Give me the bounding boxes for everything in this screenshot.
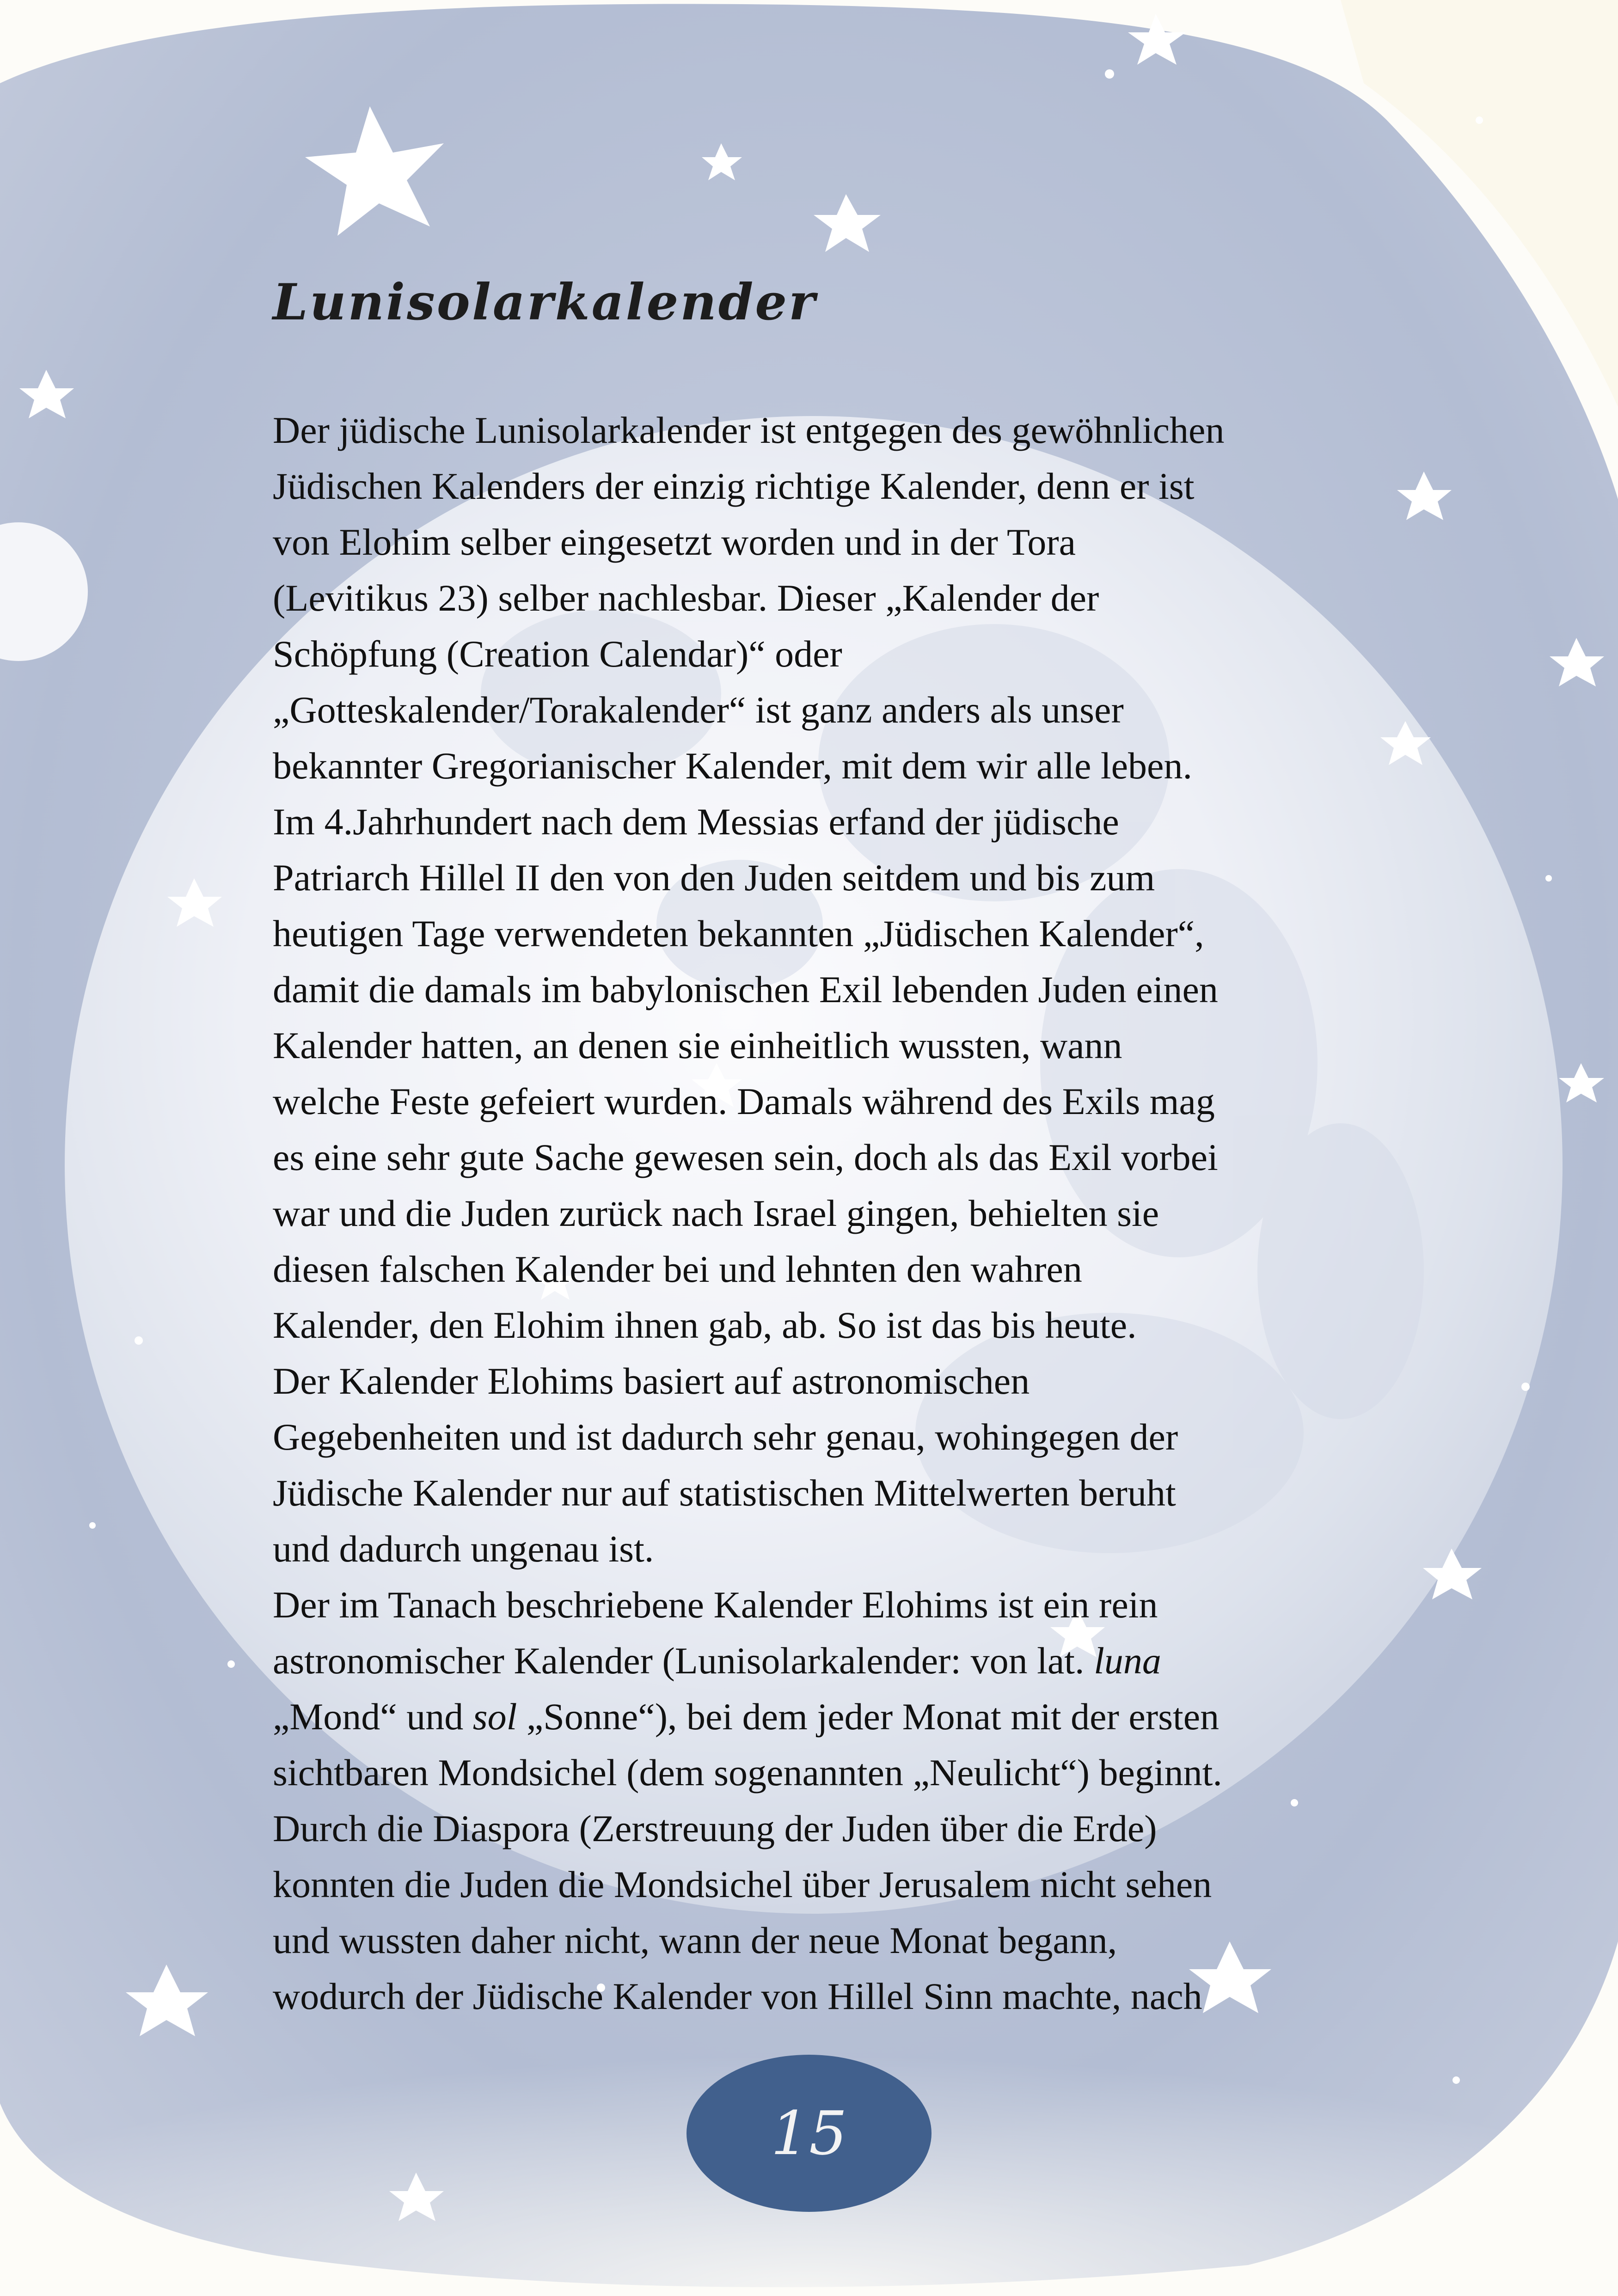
- text-line: [273, 1689, 1373, 1745]
- text-line: Im 4.Jahrhundert nach dem Messias erfand der jüdische: [273, 800, 1119, 843]
- text-line: Kalender hatten, an denen sie einheitlich wussten, wann: [273, 1024, 1122, 1066]
- text-line: damit die damals im babylonischen Exil lebenden Juden einen: [273, 968, 1218, 1010]
- text-segment: astronomischer Kalender (Lunisolarkalender: von lat.: [273, 1639, 1094, 1682]
- text-line: heutigen Tage verwendeten bekannten „Jüdischen Kalender“,: [273, 912, 1204, 955]
- text-line: Schöpfung (Creation Calendar)“ oder: [273, 632, 842, 675]
- page-heading: Lunisolarkalender: [273, 273, 817, 331]
- text-line: Kalender, den Elohim ihnen gab, ab. So ist das bis heute.: [273, 1304, 1137, 1346]
- text-line: [273, 1633, 1373, 1689]
- text-line: Jüdischen Kalenders der einzig richtige Kalender, denn er ist: [273, 465, 1195, 507]
- text-line: Der jüdische Lunisolarkalender ist entgegen des gewöhnlichen: [273, 409, 1225, 451]
- text-line: „Gotteskalender/Torakalender“ ist ganz anders als unser: [273, 688, 1124, 731]
- text-line: war und die Juden zurück nach Israel gingen, behielten sie: [273, 1192, 1159, 1234]
- text-line: welche Feste gefeiert wurden. Damals während des Exils mag: [273, 1080, 1215, 1122]
- text-segment: „Sonne“), bei dem jeder Monat mit der ersten: [517, 1695, 1220, 1738]
- text-line: und wussten daher nicht, wann der neue Monat begann,: [273, 1919, 1117, 1961]
- text-line: von Elohim selber eingesetzt worden und in der Tora: [273, 520, 1076, 563]
- text-line: sichtbaren Mondsichel (dem sogenannten „Neulicht“) beginnt.: [273, 1751, 1222, 1794]
- text-line: diesen falschen Kalender bei und lehnten den wahren: [273, 1248, 1082, 1290]
- italic-term-sol: sol: [472, 1695, 517, 1738]
- body-paragraph: [273, 402, 1373, 2024]
- text-line: (Levitikus 23) selber nachlesbar. Dieser „Kalender der: [273, 576, 1099, 619]
- text-line: Durch die Diaspora (Zerstreuung der Juden über die Erde): [273, 1807, 1157, 1849]
- text-line: Patriarch Hillel II den von den Juden seitdem und bis zum: [273, 856, 1155, 899]
- text-line: Jüdische Kalender nur auf statistischen Mittelwerten beruht: [273, 1471, 1176, 1514]
- page-number: 15: [771, 2098, 847, 2168]
- text-line: bekannter Gregorianischer Kalender, mit dem wir alle leben.: [273, 744, 1192, 787]
- text-line: Der Kalender Elohims basiert auf astronomischen: [273, 1359, 1030, 1402]
- text-line: und dadurch ungenau ist.: [273, 1527, 654, 1570]
- italic-term-luna: luna: [1094, 1639, 1161, 1682]
- text-line: es eine sehr gute Sache gewesen sein, doch als das Exil vorbei: [273, 1136, 1218, 1178]
- page-number-badge: [686, 2055, 932, 2212]
- text-line: Gegebenheiten und ist dadurch sehr genau, wohingegen der: [273, 1415, 1178, 1458]
- text-line: wodurch der Jüdische Kalender von Hillel Sinn machte, nach: [273, 1975, 1202, 2017]
- text-segment: „Mond“ und: [273, 1695, 473, 1738]
- page-content: [273, 273, 1373, 2024]
- text-line: konnten die Juden die Mondsichel über Jerusalem nicht sehen: [273, 1863, 1212, 1905]
- text-line: Der im Tanach beschriebene Kalender Elohims ist ein rein: [273, 1583, 1158, 1626]
